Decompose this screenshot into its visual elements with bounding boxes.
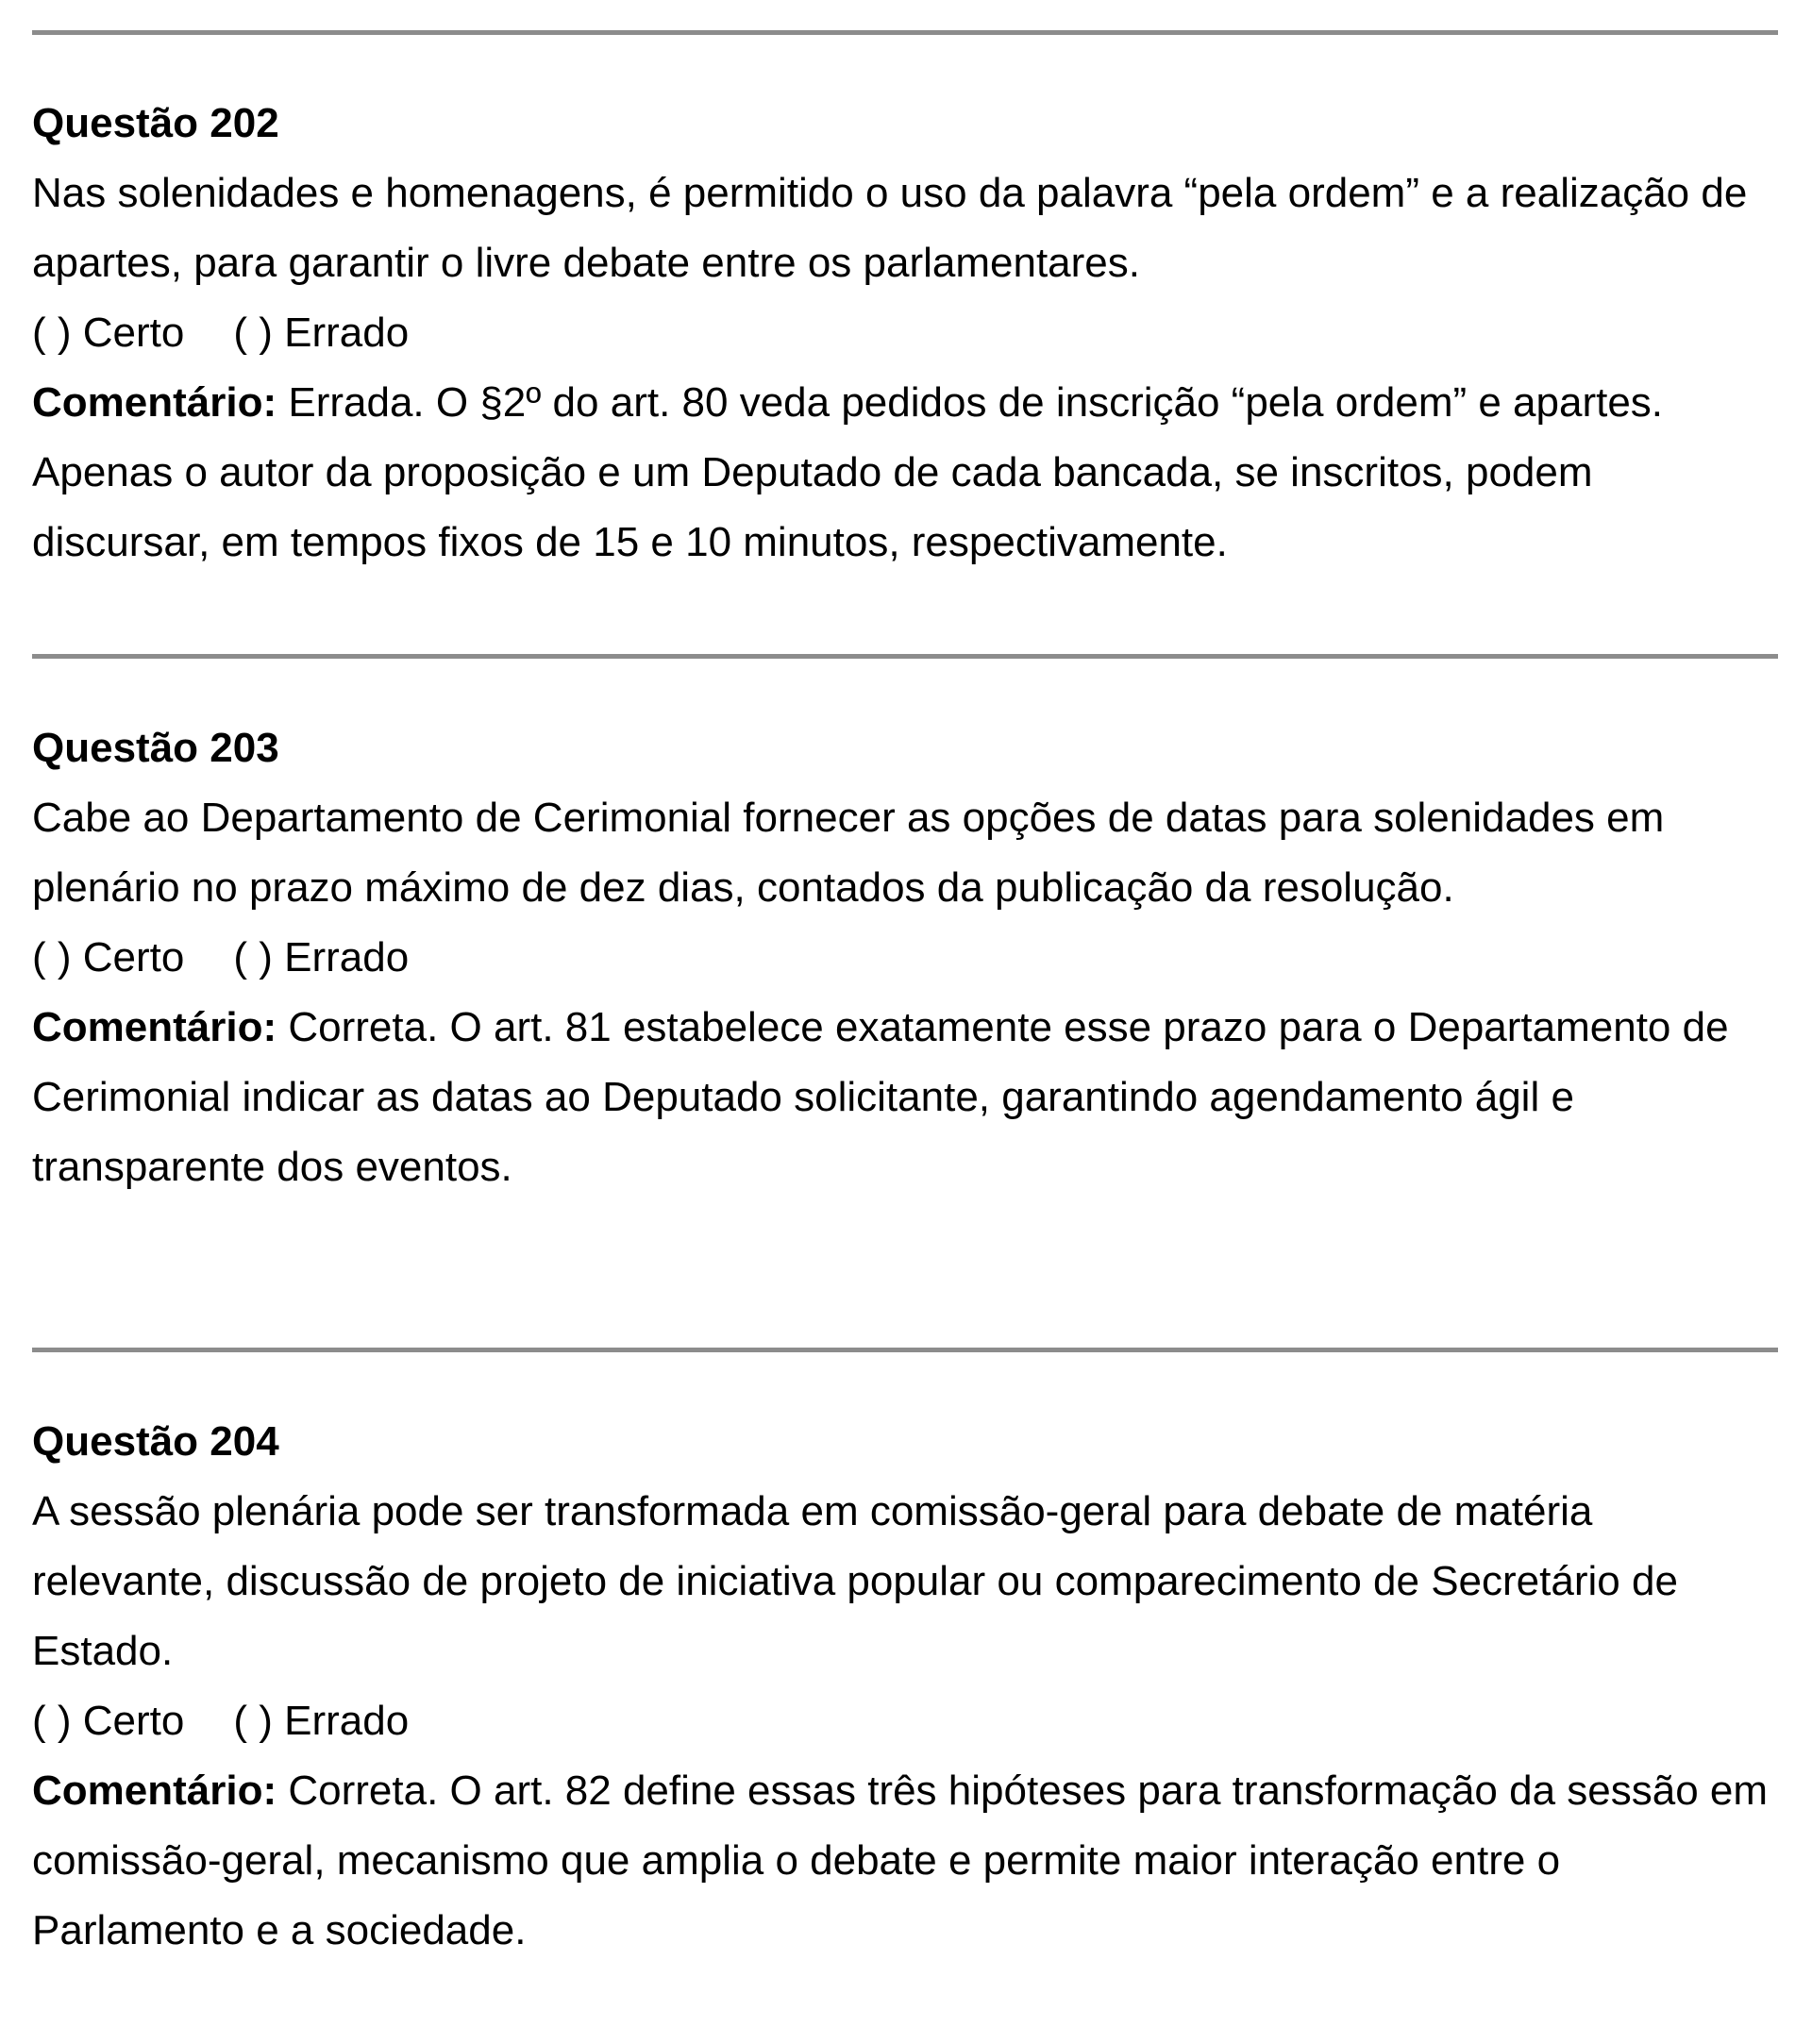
comment-label: Comentário: (32, 1768, 277, 1814)
answer-options (32, 923, 1778, 993)
question-statement: Cabe ao Departamento de Cerimonial fornecer as opções de datas para solenidades em plenário no prazo máximo de dez dias, contados da publicação da resolução. (32, 795, 1665, 911)
comment-text: Errada. O §2º do art. 80 veda pedidos de inscrição “pela ordem” e apartes. Apenas o autor da proposição e um Deputado de cada bancada, se inscritos, podem discursar, em tempos fixos de 15 e 10 minutos, respectivamente. (32, 379, 1664, 565)
option-errado[interactable]: ( ) Errado (233, 310, 410, 356)
question-title: Questão 204 (32, 1418, 279, 1465)
divider (32, 654, 1778, 659)
question-comment (32, 1756, 1778, 1966)
option-certo[interactable]: ( ) Certo (32, 310, 185, 356)
question-title: Questão 202 (32, 100, 279, 146)
question-title: Questão 203 (32, 725, 279, 771)
answer-options (32, 1686, 1778, 1756)
divider (32, 30, 1778, 35)
comment-text: Correta. O art. 82 define essas três hipóteses para transformação da sessão em comissão-geral, mecanismo que amplia o debate e permite maior interação entre o Parlamento e a sociedade. (32, 1768, 1769, 1953)
question-statement: A sessão plenária pode ser transformada em comissão-geral para debate de matéria relevante, discussão de projeto de iniciativa popular ou comparecimento de Secretário de Estado. (32, 1488, 1678, 1674)
question-204 (32, 1407, 1778, 1966)
divider (32, 1348, 1778, 1352)
question-203 (32, 713, 1778, 1202)
question-comment (32, 368, 1778, 578)
comment-label: Comentário: (32, 1004, 277, 1050)
question-202 (32, 89, 1778, 578)
option-errado[interactable]: ( ) Errado (233, 1698, 410, 1744)
option-certo[interactable]: ( ) Certo (32, 1698, 185, 1744)
question-comment (32, 993, 1778, 1202)
option-errado[interactable]: ( ) Errado (233, 934, 410, 980)
option-certo[interactable]: ( ) Certo (32, 934, 185, 980)
answer-options (32, 298, 1778, 368)
question-statement: Nas solenidades e homenagens, é permitido o uso da palavra “pela ordem” e a realização de apartes, para garantir o livre debate entre os parlamentares. (32, 170, 1748, 286)
comment-label: Comentário: (32, 379, 277, 426)
comment-text: Correta. O art. 81 estabelece exatamente esse prazo para o Departamento de Cerimonial indicar as datas ao Deputado solicitante, garantindo agendamento ágil e transparente dos eventos. (32, 1004, 1729, 1190)
